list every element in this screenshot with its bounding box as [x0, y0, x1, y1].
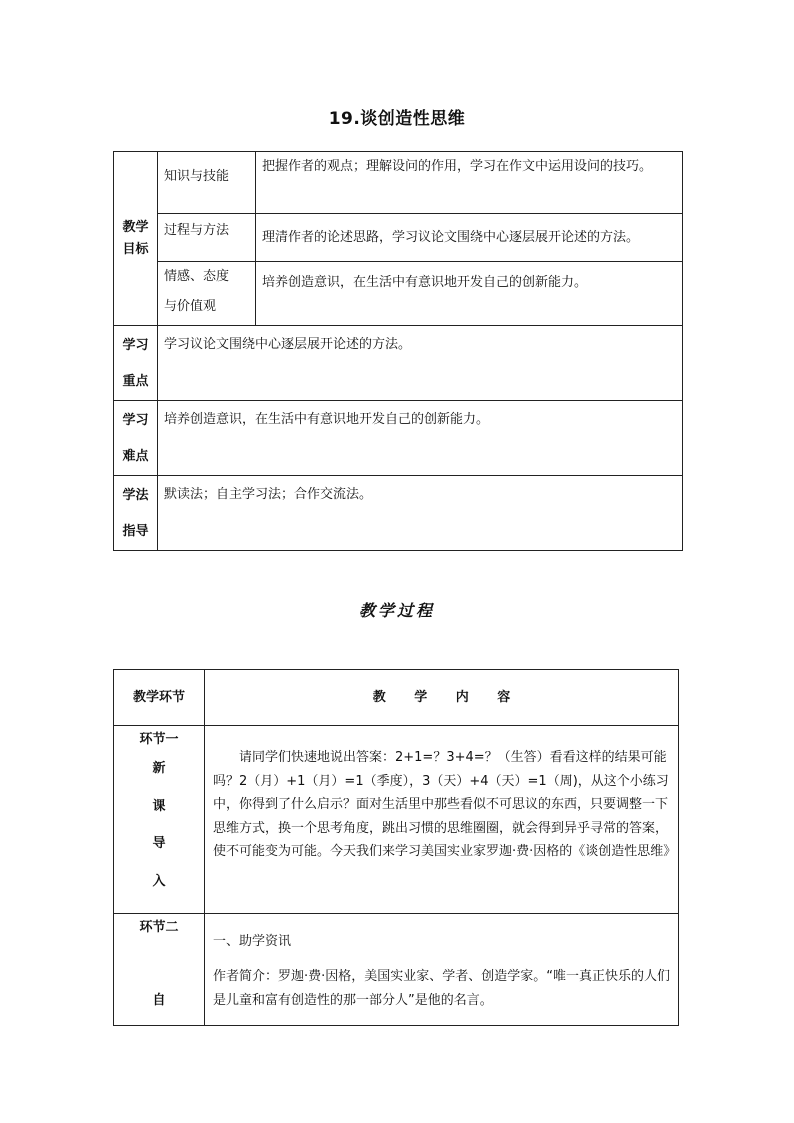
stage1-label-cell	[114, 726, 205, 914]
sub-line: 与价值观	[164, 299, 217, 314]
stage1-char: 导	[152, 836, 166, 851]
stage2-label: 环节二	[139, 920, 179, 935]
sub-line: 情感、态度	[164, 269, 230, 284]
teaching-goals-table	[113, 151, 683, 551]
stage1-char: 课	[152, 798, 166, 814]
key-points-text: 学习议论文围绕中心逐层展开论述的方法。	[158, 326, 683, 401]
process-heading: 教学过程	[358, 601, 435, 620]
goal-sub-attitude	[158, 262, 256, 326]
page-title: 19.谈创造性思维	[328, 109, 466, 129]
label-line: 学法	[122, 488, 149, 503]
goal-text-process: 理清作者的论述思路，学习议论文围绕中心逐层展开论述的方法。	[256, 214, 683, 262]
label-line: 重点	[122, 374, 149, 389]
goal-sub-process: 过程与方法	[158, 214, 256, 262]
label-line: 指导	[122, 524, 149, 539]
teaching-process-table	[113, 669, 679, 1026]
guidance-text: 默读法；自主学习法；合作交流法。	[158, 476, 683, 551]
label-line: 学习	[122, 338, 149, 353]
stage2-char: 自	[152, 993, 166, 1008]
process-header-stage: 教学环节	[114, 670, 205, 726]
stage2-text: 作者简介：罗迦·费·因格，美国实业家、学者、创造学家。“唯一真正快乐的人们是儿童和富有创造性的那一部分人”是他的名言。	[213, 969, 670, 1008]
teaching-goals-label	[114, 152, 158, 326]
label-line: 学习	[122, 413, 149, 428]
stage2-subheading: 一、助学资讯	[213, 934, 292, 949]
process-header-content: 教 学 内 容	[205, 670, 679, 726]
guidance-label	[114, 476, 158, 551]
stage2-label-cell	[114, 914, 205, 1026]
stage1-label: 环节一	[139, 732, 179, 747]
stage1-content	[205, 726, 679, 914]
goal-sub-knowledge: 知识与技能	[158, 152, 256, 214]
label-line: 目标	[122, 241, 149, 257]
goal-text-knowledge: 把握作者的观点；理解设问的作用，学习在作文中运用设问的技巧。	[256, 152, 683, 214]
stage1-chars	[114, 750, 204, 900]
stage1-char: 入	[152, 873, 166, 889]
goal-text-attitude: 培养创造意识，在生活中有意识地开发自己的创新能力。	[256, 262, 683, 326]
stage1-text: 请同学们快速地说出答案：2+1=？3+4=？（生答）看看这样的结果可能吗？2（月）+1（月）=1（季度），3（天）+4（天）=1（周)，从这个小练习中，你得到了什么启示？面对生活里中那些看似不可思议的东西，只要调整一下思维方式，换一个思考角度，跳出习惯的思维圈圈，就会得到异乎寻常的答案，使不可能变为可能。今天我们来学习美国实业家罗迦·费·因格的《谈创造性思维》	[213, 750, 677, 859]
stage1-char: 新	[152, 761, 166, 776]
label-line: 难点	[122, 449, 149, 464]
label-line: 教学	[122, 219, 149, 235]
difficulties-text: 培养创造意识，在生活中有意识地开发自己的创新能力。	[158, 401, 683, 476]
stage2-content	[205, 914, 679, 1026]
key-points-label	[114, 326, 158, 401]
difficulties-label	[114, 401, 158, 476]
